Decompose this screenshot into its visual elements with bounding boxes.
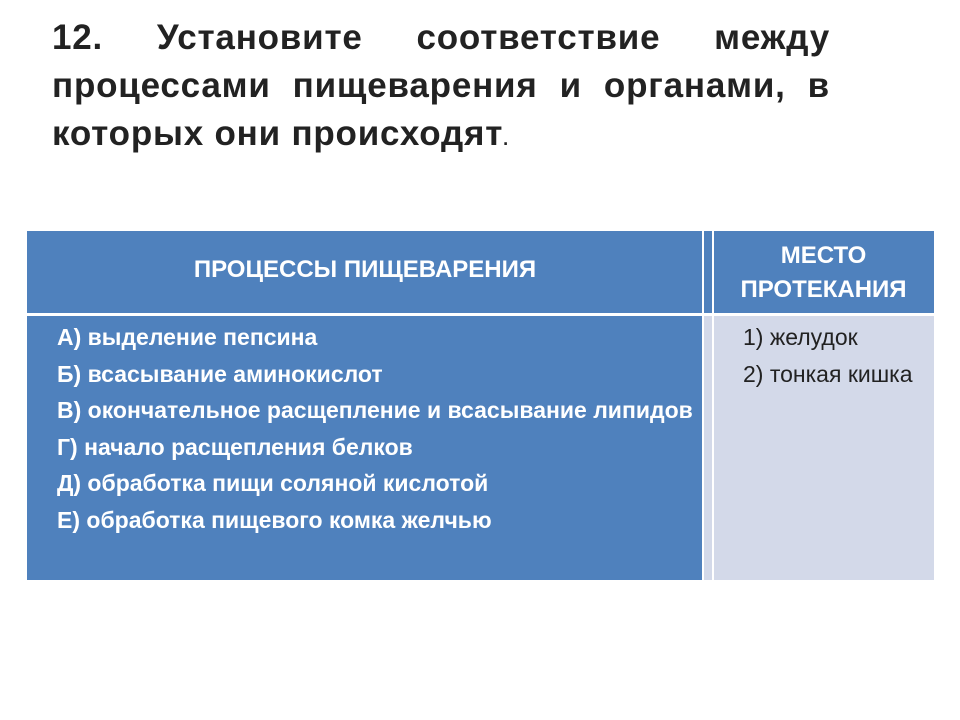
- processes-list: [29, 319, 697, 538]
- place-item-2: 2) тонкая кишка: [743, 360, 913, 387]
- column-divider-1: [702, 231, 704, 580]
- header-processes-cell: [27, 231, 703, 313]
- header-place-cell: [713, 231, 934, 313]
- question-title-dot: .: [503, 129, 509, 149]
- process-item-v: В) окончательное расщепление и всасывание липидов: [57, 397, 693, 423]
- place-item-1: 1) желудок: [743, 324, 858, 350]
- header-divider: [27, 313, 934, 316]
- process-item-e: Е) обработка пищевого комка желчью: [57, 506, 492, 533]
- places-list: [717, 319, 929, 392]
- process-item-a: А) выделение пепсина: [57, 324, 318, 350]
- header-processes: ПРОЦЕССЫ ПИЩЕВАРЕНИЯ: [193, 256, 537, 283]
- process-item-d: Д) обработка пищи соляной кислотой: [57, 470, 489, 496]
- question-title-text: 12. Установите соответствие между процессами пищеварения и органами, в которых они происходят: [52, 18, 830, 153]
- process-item-g: Г) начало расщепления белков: [57, 433, 413, 460]
- process-item-b: Б) всасывание аминокислот: [57, 360, 383, 387]
- column-divider-2: [712, 231, 714, 580]
- matching-table: [27, 231, 934, 580]
- header-place: МЕСТО ПРОТЕКАНИЯ: [740, 242, 907, 303]
- question-title: [52, 14, 830, 163]
